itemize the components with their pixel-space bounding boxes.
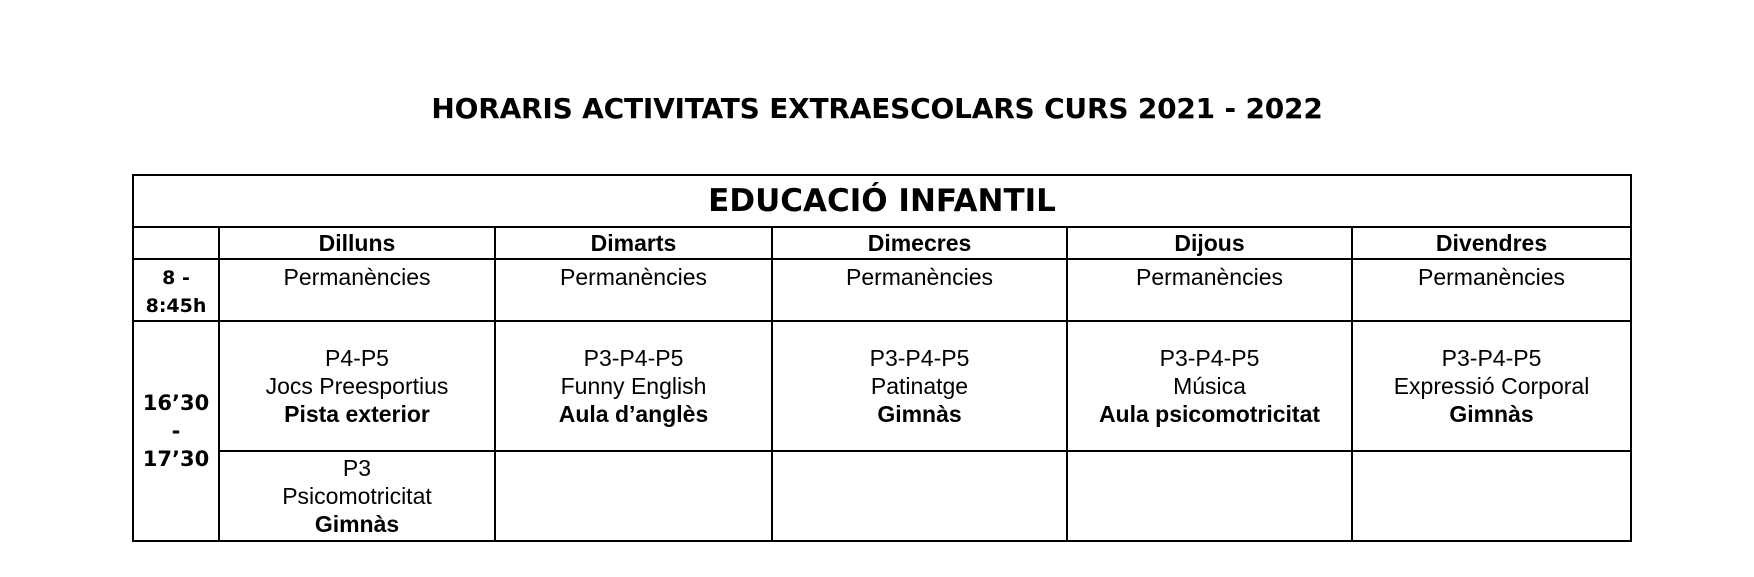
activity-cell-friday: [1352, 321, 1631, 451]
afternoon-row-1: [133, 321, 1631, 451]
activity-cell-monday: [219, 321, 495, 451]
activity-place: Gimnàs: [1449, 401, 1534, 427]
day-header-monday: Dilluns: [219, 227, 495, 259]
empty-cell-wednesday-2: [772, 451, 1067, 541]
empty-cell-friday-2: [1352, 451, 1631, 541]
day-header-tuesday: Dimarts: [495, 227, 772, 259]
activity-cell-monday-2: [219, 451, 495, 541]
activity-name: Jocs Preesportius: [265, 373, 449, 399]
schedule-table: [132, 174, 1632, 542]
activity-name: Psicomotricitat: [282, 483, 432, 509]
morning-cell-tuesday: Permanències: [495, 259, 772, 321]
activity-cell-tuesday: [495, 321, 772, 451]
morning-cell-wednesday: Permanències: [772, 259, 1067, 321]
morning-cell-monday: Permanències: [219, 259, 495, 321]
activity-name: Patinatge: [870, 373, 969, 399]
time-line: 17’30: [142, 447, 210, 471]
activity-place: Aula d’anglès: [558, 401, 709, 427]
activity-place: Aula psicomotricitat: [1098, 401, 1321, 427]
activity-place: Gimnàs: [877, 401, 962, 427]
time-slot-morning: [133, 259, 219, 321]
afternoon-row-2: [133, 451, 1631, 541]
activity-place: Pista exterior: [284, 401, 430, 427]
time-line: 16’30: [142, 391, 210, 415]
time-slot-afternoon: [133, 321, 219, 541]
activity-name: Expressió Corporal: [1393, 373, 1590, 399]
activity-group: P3-P4-P5: [583, 345, 684, 371]
day-header-thursday: Dijous: [1067, 227, 1352, 259]
morning-row: [133, 259, 1631, 321]
time-line: 8 -: [162, 267, 190, 289]
activity-group: P3-P4-P5: [869, 345, 970, 371]
activity-group: P3-P4-P5: [1441, 345, 1542, 371]
activity-name: Funny English: [560, 373, 707, 399]
morning-cell-thursday: Permanències: [1067, 259, 1352, 321]
activity-place: Gimnàs: [314, 511, 400, 537]
time-line: 8:45h: [145, 295, 207, 317]
section-title: EDUCACIÓ INFANTIL: [133, 175, 1631, 227]
activity-cell-wednesday: [772, 321, 1067, 451]
day-header-friday: Divendres: [1352, 227, 1631, 259]
section-row: [133, 175, 1631, 227]
empty-cell-tuesday-2: [495, 451, 772, 541]
activity-group: P3: [342, 455, 372, 481]
activity-cell-thursday: [1067, 321, 1352, 451]
time-line: -: [171, 419, 181, 443]
document-title: HORARIS ACTIVITATS EXTRAESCOLARS CURS 2021 - 2022: [431, 92, 1323, 125]
corner-cell: [133, 227, 219, 259]
morning-cell-friday: Permanències: [1352, 259, 1631, 321]
activity-name: Música: [1173, 373, 1246, 399]
day-header-wednesday: Dimecres: [772, 227, 1067, 259]
activity-group: P4-P5: [325, 345, 389, 371]
activity-group: P3-P4-P5: [1159, 345, 1260, 371]
days-header-row: [133, 227, 1631, 259]
empty-cell-thursday-2: [1067, 451, 1352, 541]
